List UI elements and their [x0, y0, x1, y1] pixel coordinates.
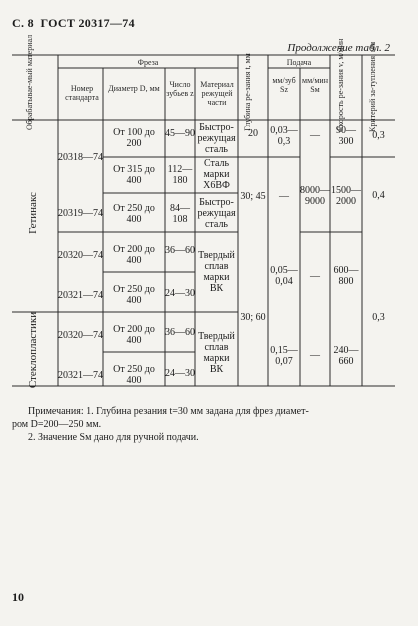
row7-diameter: От 250 до 400: [113, 364, 155, 386]
header-feed-tooth: мм/зуб Sz: [272, 76, 296, 94]
header-cutting-material: Материал режущей части: [200, 80, 234, 107]
depth-c: 30; 60: [240, 312, 266, 323]
header-diameter: Диаметр D, мм: [108, 84, 160, 93]
header-feed-min: мм/мин Sм: [302, 76, 328, 94]
header-depth: Глубина ре-зания t, мм: [243, 53, 252, 131]
header-material: Обрабатывае-мый материал: [25, 34, 34, 130]
header-number: Номер стандарта: [65, 84, 99, 102]
row4-teeth: 36—60: [165, 245, 195, 256]
wear-a: 0,3: [372, 130, 385, 141]
row3-diameter: От 250 до 400: [113, 203, 155, 225]
row3-number: 20319—74: [58, 208, 103, 219]
note-line-1: Примечания: 1. Глубина резания t=30 мм задана для фрез диамет-: [28, 406, 309, 417]
depth-a: 20: [248, 128, 258, 139]
feed-min-b: 8000— 9000: [300, 185, 330, 207]
continuation-caption: Продолжение табл. 2: [287, 42, 390, 54]
header-freza: Фреза: [137, 58, 159, 67]
row5-number: 20321—74: [58, 290, 103, 301]
speed-d: 240— 660: [333, 345, 359, 367]
group-label-getinaks: Гетинакс: [27, 192, 39, 234]
header-teeth: Число зубьев z: [166, 80, 194, 98]
feed-tooth-b: 0,05— 0,04: [270, 265, 298, 287]
row7-number: 20321—74: [58, 370, 103, 381]
page-label: С. 8: [12, 16, 34, 30]
feed-min-dash-c: —: [310, 271, 320, 282]
row2-diameter: От 315 до 400: [113, 164, 155, 186]
feed-min-dash-a: —: [310, 130, 320, 141]
depth-b: 30; 45: [240, 191, 266, 202]
row1-diameter: От 100 до 200: [113, 127, 155, 149]
row7-teeth: 24—30: [165, 368, 195, 379]
speed-a: 90— 300: [336, 125, 356, 147]
group-label-fiberglass: Стеклопластики: [27, 311, 39, 389]
row2-teeth: 112— 180: [167, 164, 193, 186]
feed-tooth-a: 0,03— 0,3: [270, 125, 298, 147]
note-line-2: ром D=200—250 мм.: [12, 419, 102, 430]
speed-b: 1500— 2000: [331, 185, 361, 207]
row3-material: Быстро- режущая сталь: [197, 197, 236, 230]
feed-min-dash-d: —: [310, 350, 320, 361]
row1-teeth: 45—90: [165, 128, 195, 139]
feed-tooth-c: 0,15— 0,07: [270, 345, 298, 367]
wear-c: 0,3: [372, 312, 385, 323]
row1-material: Быстро- режущая сталь: [197, 122, 236, 155]
feed-tooth-b-dash: —: [279, 191, 289, 202]
standard-label: ГОСТ 20317—74: [40, 16, 135, 30]
row1-number: 20318—74: [58, 152, 103, 163]
note-line-3: 2. Значение Sм дано для ручной подачи.: [28, 432, 199, 443]
hard-alloy-material-1: Твердый сплав марки ВК: [198, 250, 235, 294]
header-wear: Критерий за-тупления, мм: [368, 41, 377, 132]
row3-teeth: 84— 108: [170, 203, 190, 225]
row6-diameter: От 200 до 400: [113, 324, 155, 346]
row6-teeth: 36—60: [165, 327, 195, 338]
row4-diameter: От 200 до 400: [113, 244, 155, 266]
header-speed: Скорость ре-зания v, м/мин: [336, 38, 345, 132]
header-feed: Подача: [286, 58, 312, 67]
row6-number: 20320—74: [58, 330, 103, 341]
row2-material: Сталь марки Х6ВФ: [203, 158, 230, 191]
row5-diameter: От 250 до 400: [113, 284, 155, 306]
page-number: 10: [12, 590, 24, 604]
speed-c: 600— 800: [333, 265, 359, 287]
row4-number: 20320—74: [58, 250, 103, 261]
hard-alloy-material-2: Твердый сплав марки ВК: [198, 331, 235, 375]
row5-teeth: 24—30: [165, 288, 195, 299]
wear-b: 0,4: [372, 190, 385, 201]
